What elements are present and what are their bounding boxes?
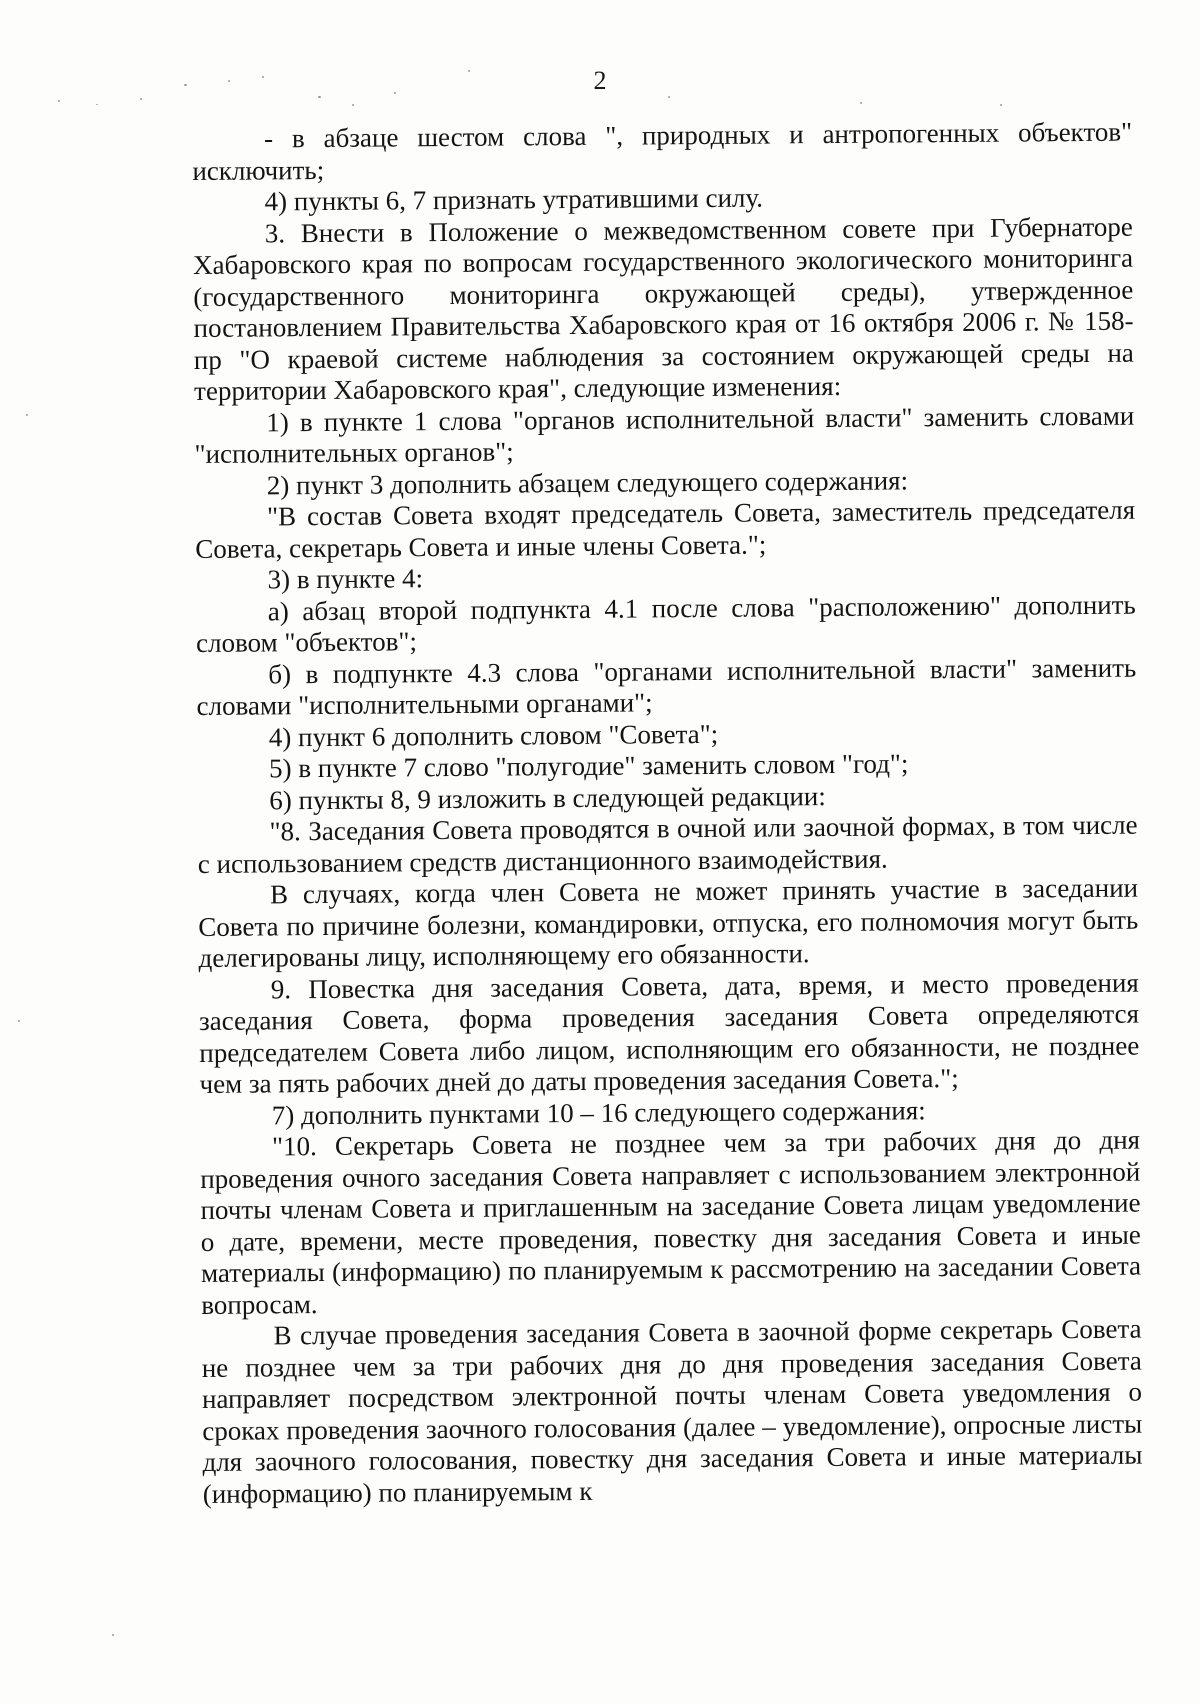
scan-speck [318,96,321,98]
scan-speck [96,104,98,105]
scan-speck [668,96,670,98]
paragraph-13: "8. Заседания Совета проводятся в очной или заочной формах, в том числе с использованием средств дистанционного взаимодействия. [197,809,1138,879]
scan-speck [1000,104,1002,106]
paragraph-15: 9. Повестка дня заседания Совета, дата, время, и место проведения заседания Совета, форма проведения заседания Совета определяются председателем Совета либо лицом, исполняющим его обязанности, не позднее чем за пять рабочих дней до даты проведения заседания Совета."; [198,967,1140,1099]
paragraph-17: "10. Секретарь Совета не позднее чем за три рабочих дня до дня проведения очного заседания Совета направляет с использованием электронной почты членам Совета и приглашенным на заседание Совета лицам уведомление о дате, времени, месте проведения, повестку дня заседания Совета и иные материалы (информацию) по планируемым к рассмотрению на заседании Совета вопросам. [200,1124,1142,1320]
paragraph-4: 1) в пункте 1 слова "органов исполнительной власти" заменить словами "исполнительных органов"; [194,400,1135,469]
paragraph-2: 4) пункты 6, 7 признать утратившими силу. [264,182,764,217]
paragraph-14: В случаях, когда член Совета не может принять участие в заседании Совета по причине болезни, командировки, отпуска, его полномочия могут быть делегированы лицу, исполняющему его обязанности. [198,872,1139,973]
scan-speck [860,102,862,104]
scan-speck [18,1020,20,1022]
scan-speck [140,98,142,100]
paragraph-11: 5) в пункте 7 слово "полугодие" заменить словом "год"; [268,748,909,784]
scan-speck [112,1634,114,1636]
paragraph-1: - в абзаце шестом слова ", природных и антропогенных объектов" исключить; [192,116,1133,186]
paragraph-12: 6) пункты 8, 9 изложить в следующей редакции: [269,780,826,815]
scan-speck [352,104,354,106]
paragraph-5: 2) пункт 3 дополнить абзацем следующего содержания: [266,464,909,500]
paragraph-3: 3. Внести в Положение о межведомственном совете при Губернаторе Хабаровского края по вопросам государственного экологического мониторинга (государственного мониторинга окружающей среды), утвержденное постановлением Правительства Хабаровского края от 16 октября 2006 г. № 158-пр "О краевой системе наблюдения за состоянием окружающей среды на территории Хабаровского края", следующие изменения: [192,211,1134,406]
paragraph-6: "В состав Совета входят председатель Совета, заместитель председателя Совета, секретарь Совета и иные члены Совета."; [195,494,1136,564]
paragraph-7: 3) в пункте 4: [267,563,424,595]
scan-speck [58,100,60,102]
scan-speck [26,414,28,416]
page-number: 2 [593,66,607,95]
paragraph-18: В случае проведения заседания Совета в заочной форме секретарь Совета не позднее чем за три рабочих дня до дня проведения заседания Совета направляет посредством электронной почты членам Совета уведомления о сроках проведения заочного голосования (далее – уведомление), опросные листы для заочного голосования, повестку дня заседания Совета и иные материалы (информацию) по планируемым к [201,1313,1143,1509]
paragraph-9: б) в подпункте 4.3 слова "органами исполнительной власти" заменить словами "исполнительными органами"; [196,652,1137,721]
paragraph-8: а) абзац второй подпункта 4.1 после слова "расположению" дополнить словом "объектов"; [195,589,1136,658]
paragraph-10: 4) пункт 6 дополнить словом "Совета"; [268,718,719,752]
paragraph-16: 7) дополнить пунктами 10 – 16 следующего содержания: [271,1094,926,1130]
document-body [192,117,1143,1510]
